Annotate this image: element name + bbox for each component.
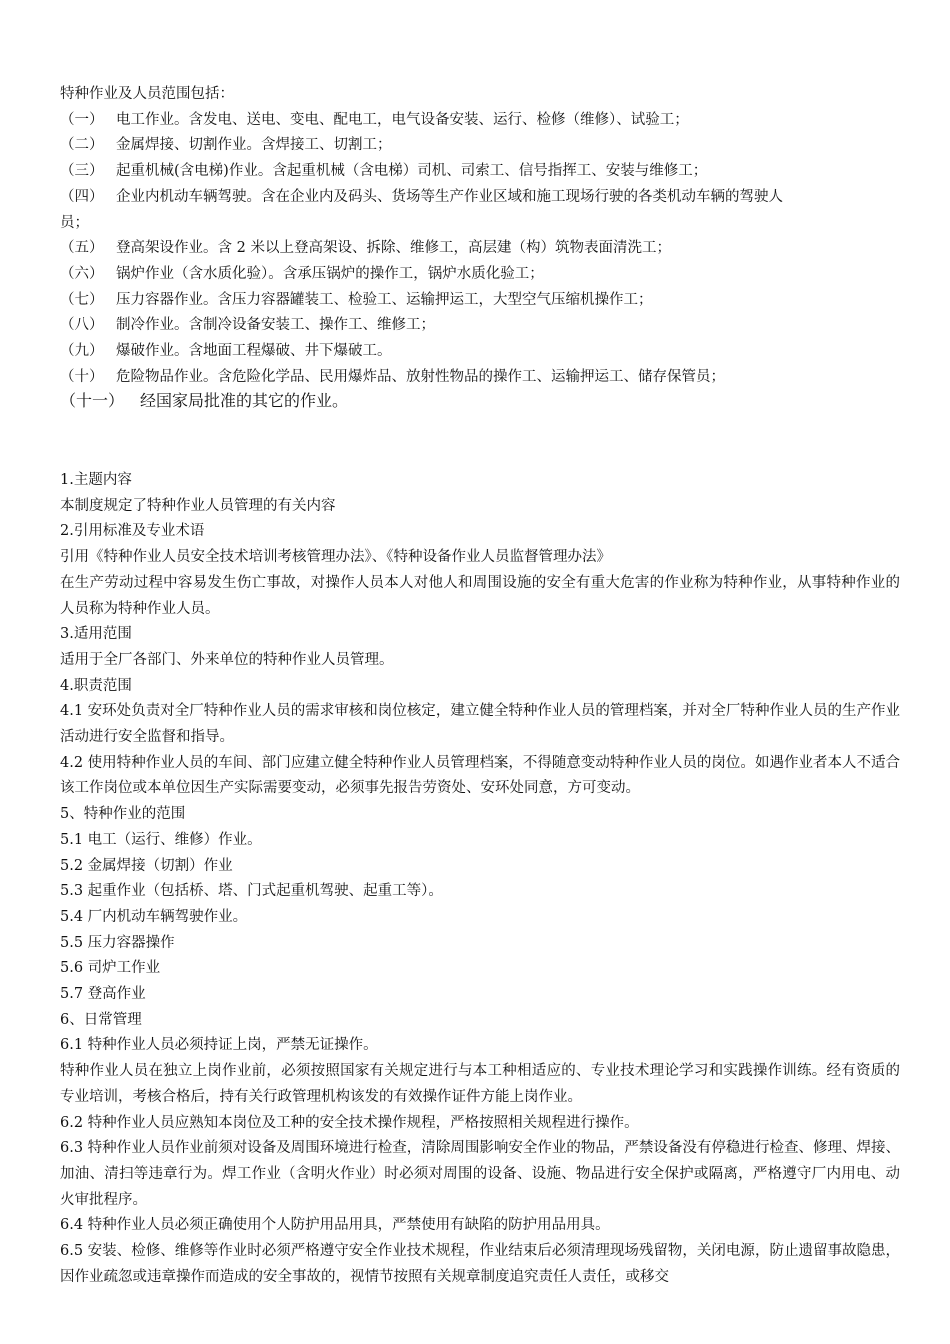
list-item: 5.6 司炉工作业 xyxy=(60,960,161,977)
scope-item xyxy=(60,133,900,159)
paragraph: 4.1 安环处负责对全厂特种作业人员的需求审核和岗位核定，建立健全特种作业人员的管理档案，并对全厂特种作业人员的生产作业活动进行安全监督和指导。 xyxy=(60,703,900,746)
scope-item xyxy=(60,185,900,211)
scope-item xyxy=(60,236,900,262)
scope-item xyxy=(60,108,900,134)
scope-item xyxy=(60,339,900,365)
item-number: （十） xyxy=(60,368,104,385)
list-item: 5.5 压力容器操作 xyxy=(60,934,175,951)
scope-item xyxy=(60,288,900,314)
item-text: 电工作业。含发电、送电、变电、配电工，电气设备安装、运行、检修（维修）、试验工； xyxy=(116,111,689,128)
item-text: 企业内机动车辆驾驶。含在企业内及码头、货场等生产作业区域和施工现场行驶的各类机动车辆的驾驶人 xyxy=(116,188,783,205)
item-number: （一） xyxy=(60,111,104,128)
paragraph: 6.1 特种作业人员必须持证上岗，严禁无证操作。 xyxy=(60,1037,378,1054)
item-number: （七） xyxy=(60,291,104,308)
item-text: 爆破作业。含地面工程爆破、井下爆破工。 xyxy=(116,343,392,360)
list-item: 5.2 金属焊接（切割）作业 xyxy=(60,857,233,874)
list-item: 5.7 登高作业 xyxy=(60,986,146,1003)
paragraph: 在生产劳动过程中容易发生伤亡事故，对操作人员本人对他人和周围设施的安全有重大危害的作业称为特种作业，从事特种作业的人员称为特种作业人员。 xyxy=(60,574,900,617)
section-heading: 6、日常管理 xyxy=(60,1011,142,1028)
scope-item-last xyxy=(60,390,900,412)
paragraph: 6.3 特种作业人员作业前须对设备及周围环境进行检查，清除周围影响安全作业的物品，严禁设备没有停稳进行检查、修理、焊接、加油、清扫等违章行为。焊工作业（含明火作业）时必须对周围的设备、设施、物品进行安全保护或隔离，严格遵守厂内用电、动火审批程序。 xyxy=(60,1140,900,1208)
scope-item xyxy=(60,365,900,391)
list-item: 5.1 电工（运行、维修）作业。 xyxy=(60,831,262,848)
item-text: 压力容器作业。含压力容器罐装工、检验工、运输押运工，大型空气压缩机操作工； xyxy=(116,291,653,308)
section-heading: 4.职责范围 xyxy=(60,677,132,694)
paragraph: 4.2 使用特种作业人员的车间、部门应建立健全特种作业人员管理档案，不得随意变动特种作业人员的岗位。如遇作业者本人不适合该工作岗位或本单位因生产实际需要变动，必须事先报告劳资处、安环处同意，方可变动。 xyxy=(60,754,900,797)
item-text: 锅炉作业（含水质化验）。含承压锅炉的操作工，锅炉水质化验工； xyxy=(116,265,544,282)
item-text: 登高架设作业。含 2 米以上登高架设、拆除、维修工，高层建（构）筑物表面清洗工； xyxy=(116,240,671,257)
scope-section xyxy=(60,82,900,412)
section-heading: 5、特种作业的范围 xyxy=(60,806,186,823)
item-text: 金属焊接、切割作业。含焊接工、切割工； xyxy=(116,137,392,154)
paragraph: 特种作业人员在独立上岗作业前，必须按照国家有关规定进行与本工种相适应的、专业技术理论学习和实践操作训练。经有资质的专业培训，考核合格后，持有关行政管理机构该发的有效操作证件方能上岗作业。 xyxy=(60,1063,900,1105)
paragraph: 本制度规定了特种作业人员管理的有关内容 xyxy=(60,497,336,514)
scope-item xyxy=(60,159,900,185)
item-text: 危险物品作业。含危险化学品、民用爆炸品、放射性物品的操作工、运输押运工、储存保管员； xyxy=(116,368,725,385)
item-number: （三） xyxy=(60,163,104,180)
item-number: （四） xyxy=(60,188,104,205)
paragraph: 适用于全厂各部门、外来单位的特种作业人员管理。 xyxy=(60,651,394,668)
item-number: （十一） xyxy=(60,391,125,411)
list-item: 5.4 厂内机动车辆驾驶作业。 xyxy=(60,908,248,925)
paragraph: 引用《特种作业人员安全技术培训考核管理办法》、《特种设备作业人员监督管理办法》 xyxy=(60,549,611,566)
scope-item-continuation: 员； xyxy=(60,214,89,231)
regulation-body xyxy=(60,468,900,1291)
item-number: （五） xyxy=(60,240,104,257)
scope-item xyxy=(60,313,900,339)
list-item: 5.3 起重作业（包括桥、塔、门式起重机驾驶、起重工等）。 xyxy=(60,883,443,900)
paragraph: 6.5 安装、检修、维修等作业时必须严格遵守安全作业技术规程，作业结束后必须清理现场残留物，关闭电源，防止遗留事故隐患，因作业疏忽或违章操作而造成的安全事故的，视情节按照有关规章制度追究责任人责任，或移交 xyxy=(60,1243,900,1285)
item-number: （六） xyxy=(60,265,104,282)
section-heading: 1.主题内容 xyxy=(60,472,132,488)
item-text: 经国家局批准的其它的作业。 xyxy=(140,391,349,411)
item-number: （八） xyxy=(60,317,104,334)
section-heading: 2.引用标准及专业术语 xyxy=(60,523,205,540)
item-text: 制冷作业。含制冷设备安装工、操作工、维修工； xyxy=(116,317,435,334)
item-number: （二） xyxy=(60,137,104,154)
scope-item xyxy=(60,262,900,288)
item-text: 起重机械(含电梯)作业。含起重机械（含电梯）司机、司索工、信号指挥工、安装与维修工； xyxy=(116,163,708,180)
item-number: （九） xyxy=(60,343,104,360)
section-heading: 3.适用范围 xyxy=(60,626,132,643)
paragraph: 6.2 特种作业人员应熟知本岗位及工种的安全技术操作规程，严格按照相关规程进行操作。 xyxy=(60,1114,639,1131)
paragraph: 6.4 特种作业人员必须正确使用个人防护用品用具，严禁使用有缺陷的防护用品用具。 xyxy=(60,1217,610,1234)
scope-title: 特种作业及人员范围包括： xyxy=(60,86,234,102)
